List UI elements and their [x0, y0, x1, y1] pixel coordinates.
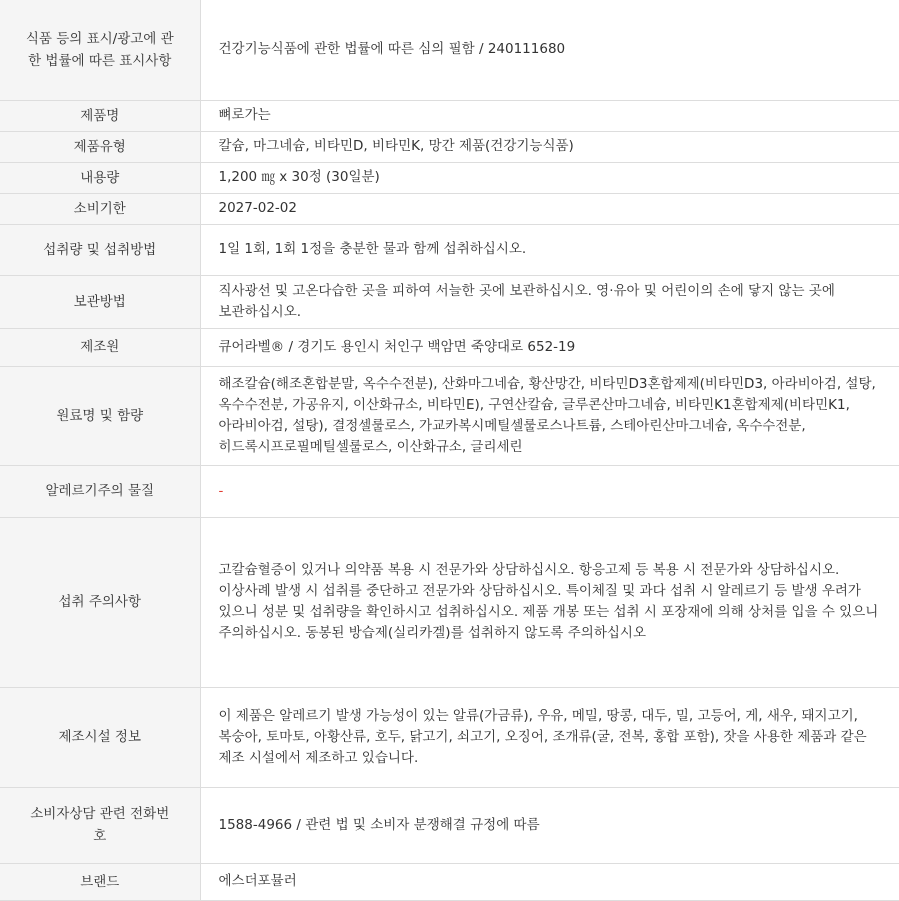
table-row [0, 131, 899, 162]
row-value-brand: 에스더포뮬러 [200, 863, 899, 900]
row-value-facility-info: 이 제품은 알레르기 발생 가능성이 있는 알류(가금류), 우유, 메밀, 땅콩, 대두, 밀, 고등어, 게, 새우, 돼지고기, 복숭아, 토마토, 아황산류, 호두, 닭고기, 쇠고기, 오징어, 조개류(굴, 전복, 홍합 포함), 잣을 사용한 제품과 같은 제조 시설에서 제조하고 있습니다. [200, 687, 899, 787]
row-value-product-name: 뼈로가는 [200, 100, 899, 131]
row-label-storage: 보관방법 [0, 275, 200, 328]
row-value-ingredients: 해조칼슘(해조혼합분말, 옥수수전분), 산화마그네슘, 황산망간, 비타민D3혼합제제(비타민D3, 아라비아검, 설탕, 옥수수전분, 가공유지, 이산화규소, 비타민E), 구연산칼슘, 글루콘산마그네슘, 비타민K1혼합제제(비타민K1, 아라비아검, 설탕), 결정셀룰로스, 가교카복시메틸셀룰로스나트륨, 스테아린산마그네슘, 옥수수전분, 히드록시프로필메틸셀룰로스, 이산화규소, 글리세린 [200, 366, 899, 465]
row-value-product-type: 칼슘, 마그네슘, 비타민D, 비타민K, 망간 제품(건강기능식품) [200, 131, 899, 162]
row-label-consumer-phone: 소비자상담 관련 전화번호 [0, 787, 200, 863]
table-row [0, 275, 899, 328]
table-row [0, 687, 899, 787]
row-value-precautions: 고칼슘혈증이 있거나 의약품 복용 시 전문가와 상담하십시오. 항응고제 등 복용 시 전문가와 상담하십시오. 이상사례 발생 시 섭취를 중단하고 전문가와 상담하십시오. 특이체질 및 과다 섭취 시 알레르기 등 발생 우려가 있으니 성분 및 섭취량을 확인하시고 섭취하십시오. 제품 개봉 또는 섭취 시 포장재에 의해 상처를 입을 수 있으니 주의하십시오. 동봉된 방습제(실리카겔)를 섭취하지 않도록 주의하십시오 [200, 517, 899, 687]
table-row [0, 100, 899, 131]
row-value-display-notice: 건강기능식품에 관한 법률에 따른 심의 필함 / 240111680 [200, 0, 899, 100]
row-label-precautions: 섭취 주의사항 [0, 517, 200, 687]
row-label-contents: 내용량 [0, 162, 200, 193]
row-label-product-type: 제품유형 [0, 131, 200, 162]
row-value-consumer-phone: 1588-4966 / 관련 법 및 소비자 분쟁해결 규정에 따름 [200, 787, 899, 863]
table-row [0, 366, 899, 465]
row-value-dosage: 1일 1회, 1회 1정을 충분한 물과 함께 섭취하십시오. [200, 224, 899, 275]
row-value-contents: 1,200 ㎎ x 30정 (30일분) [200, 162, 899, 193]
row-label-ingredients: 원료명 및 함량 [0, 366, 200, 465]
table-row [0, 193, 899, 224]
row-label-display-notice: 식품 등의 표시/광고에 관한 법률에 따른 표시사항 [0, 0, 200, 100]
row-value-allergens: - [200, 465, 899, 517]
row-label-facility-info: 제조시설 정보 [0, 687, 200, 787]
table-row [0, 0, 899, 100]
row-value-manufacturer: 큐어라벨® / 경기도 용인시 처인구 백암면 죽양대로 652-19 [200, 328, 899, 366]
table-row [0, 328, 899, 366]
row-label-allergens: 알레르기주의 물질 [0, 465, 200, 517]
row-label-dosage: 섭취량 및 섭취방법 [0, 224, 200, 275]
table-row [0, 863, 899, 900]
row-value-expiry: 2027-02-02 [200, 193, 899, 224]
table-row [0, 224, 899, 275]
row-label-product-name: 제품명 [0, 100, 200, 131]
table-row [0, 787, 899, 863]
row-label-manufacturer: 제조원 [0, 328, 200, 366]
row-label-brand: 브랜드 [0, 863, 200, 900]
row-label-expiry: 소비기한 [0, 193, 200, 224]
table-row [0, 517, 899, 687]
table-row [0, 465, 899, 517]
row-value-storage: 직사광선 및 고온다습한 곳을 피하여 서늘한 곳에 보관하십시오. 영·유아 및 어린이의 손에 닿지 않는 곳에 보관하십시오. [200, 275, 899, 328]
table-row [0, 162, 899, 193]
